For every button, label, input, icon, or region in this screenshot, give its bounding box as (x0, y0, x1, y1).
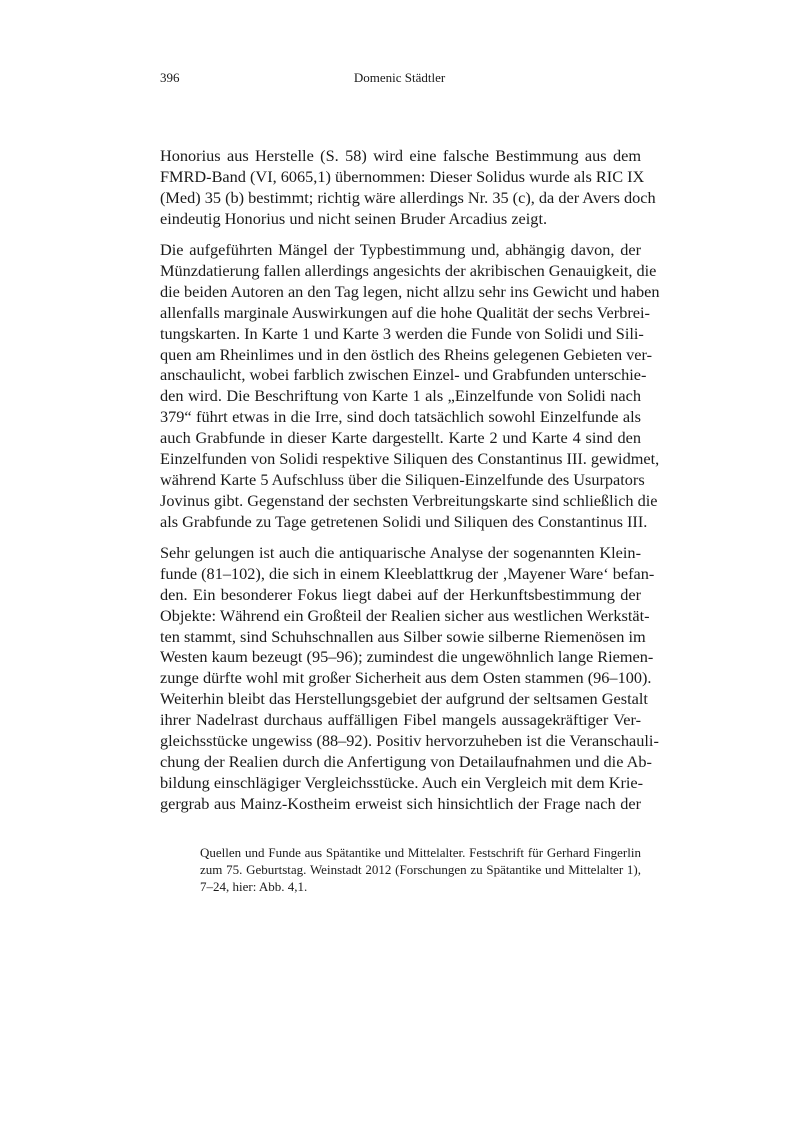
text-line: bildung einschlägiger Vergleichsstücke. Auch ein Vergleich mit dem Krie- (160, 772, 644, 792)
running-head: Domenic Städtler (353, 70, 446, 85)
text-line: eindeutig Honorius und nicht seinen Bruder Arcadius zeigt. (160, 208, 548, 228)
text-line: zunge dürfte wohl mit großer Sicherheit aus dem Osten stammen (96–100). (160, 668, 652, 688)
paragraph (160, 146, 656, 230)
text-line: ten stammt, sind Schuhschnallen aus Silber sowie silberne Riemenösen im (160, 626, 646, 646)
text-line: anschaulicht, wobei farblich zwischen Einzel- und Grabfunden unterschie- (160, 365, 647, 385)
text-line: auch Grabfunde in dieser Karte dargestellt. Karte 2 und Karte 4 sind den (160, 428, 641, 448)
paragraph (160, 240, 660, 532)
body-text (160, 146, 660, 825)
text-line: Westen kaum bezeugt (95–96); zumindest die ungewöhnlich lange Riemen- (160, 647, 654, 667)
text-line: (Med) 35 (b) bestimmt; richtig wäre allerdings Nr. 35 (c), da der Avers doch (160, 187, 656, 207)
text-line: FMRD-Band (VI, 6065,1) übernommen: Dieser Solidus wurde als RIC IX (160, 166, 645, 186)
text-line: quen am Rheinlimes und in den östlich des Rheins gelegenen Gebieten ver- (160, 344, 653, 364)
text-line: 379“ führt etwas in die Irre, sind doch tatsächlich sowohl Einzelfunde als (160, 407, 641, 427)
text-line: Die aufgeführten Mängel der Typbestimmung und, abhängig davon, der (160, 240, 641, 260)
text-line: gergrab aus Mainz-Kostheim erweist sich hinsichtlich der Frage nach der (160, 793, 641, 813)
text-line: funde (81–102), die sich in einem Kleeblattkrug der ‚Mayener Ware‘ befan- (160, 563, 655, 583)
paragraph (160, 543, 659, 815)
text-line: chung der Realien durch die Anfertigung von Detailaufnahmen und die Ab- (160, 751, 652, 771)
text-line: allenfalls marginale Auswirkungen auf die hohe Qualität der sechs Verbrei- (160, 302, 650, 322)
text-line: ihrer Nadelrast durchaus auffälligen Fibel mangels aussagekräftiger Ver- (160, 710, 641, 730)
text-line: den. Ein besonderer Fokus liegt dabei auf der Herkunftsbestimmung der (160, 584, 641, 604)
text-line: tungskarten. In Karte 1 und Karte 3 werden die Funde von Solidi und Sili- (160, 323, 644, 343)
footnote-line: zum 75. Geburtstag. Weinstadt 2012 (Forschungen zu Spätantike und Mittelalter 1), (200, 862, 641, 878)
text-line: als Grabfunde zu Tage getretenen Solidi und Siliquen des Constantinus III. (160, 511, 648, 531)
text-line: Jovinus gibt. Gegenstand der sechsten Verbreitungskarte sind schließlich die (160, 490, 658, 510)
text-line: Weiterhin bleibt das Herstellungsgebiet der aufgrund der seltsamen Gestalt (160, 689, 648, 709)
text-line: Honorius aus Herstelle (S. 58) wird eine falsche Bestimmung aus dem (160, 146, 641, 165)
text-line: den wird. Die Beschriftung von Karte 1 als „Einzelfunde von Solidi nach (160, 386, 641, 406)
footnote-line: 7–24, hier: Abb. 4,1. (200, 879, 308, 895)
text-line: während Karte 5 Aufschluss über die Siliquen-Einzelfunde des Usurpators (160, 469, 645, 489)
footnote (200, 844, 641, 896)
text-line: Sehr gelungen ist auch die antiquarische Analyse der sogenannten Klein- (160, 543, 641, 563)
text-line: Einzelfunden von Solidi respektive Siliquen des Constantinus III. gewidmet, (160, 448, 660, 468)
text-line: die beiden Autoren an den Tag legen, nicht allzu sehr ins Gewicht und haben (160, 281, 660, 301)
text-line: gleichsstücke ungewiss (88–92). Positiv hervorzuheben ist die Veranschauli- (160, 731, 659, 751)
text-line: Objekte: Während ein Großteil der Realien sicher aus westlichen Werkstät- (160, 605, 650, 625)
footnote-line: Quellen und Funde aus Spätantike und Mittelalter. Festschrift für Gerhard Fingerlin (200, 845, 641, 860)
page-number: 396 (160, 70, 180, 85)
text-line: Münzdatierung fallen allerdings angesichts der akribischen Genauigkeit, die (160, 260, 657, 280)
